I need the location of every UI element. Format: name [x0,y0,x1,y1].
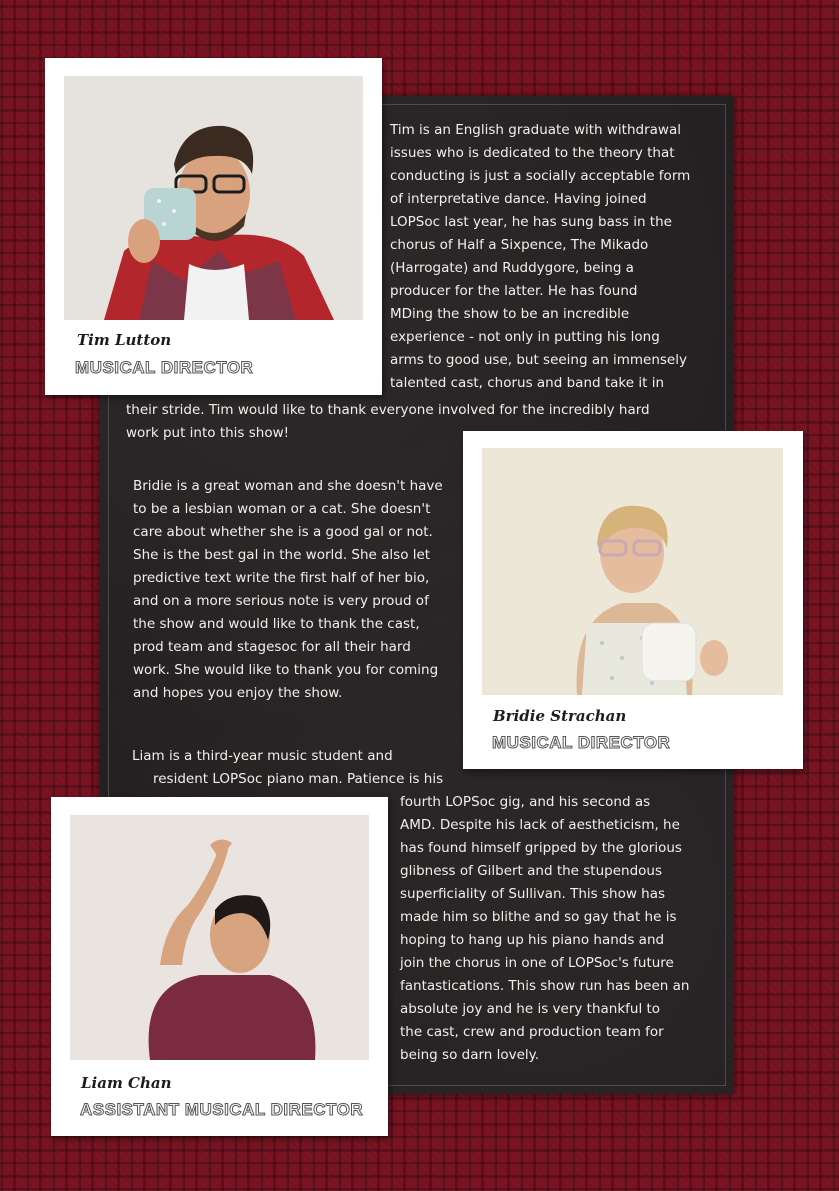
person-name: Tim Lutton [77,331,172,349]
bio-line: predictive text write the first half of her bio, [133,570,430,586]
bio-line: arms to good use, but seeing an immensely [390,352,687,368]
person-role: ASSISTANT MUSICAL DIRECTOR [80,1100,364,1119]
bio-line: resident LOPSoc piano man. Patience is his [153,771,444,787]
bio-line: being so darn lovely. [400,1047,540,1063]
photo-liam [70,815,369,1060]
bio-line: AMD. Despite his lack of aestheticism, he [400,817,680,833]
polaroid-tim [45,58,382,395]
person-role: MUSICAL DIRECTOR [75,358,254,377]
person-name: Liam Chan [81,1074,172,1092]
bio-line: superficiality of Sullivan. This show has [400,886,666,902]
bio-line: their stride. Tim would like to thank everyone involved for the incredibly hard [126,402,650,418]
bio-line: care about whether she is a good gal or not. [133,524,433,540]
bio-line: LOPSoc last year, he has sung bass in the [390,214,672,230]
bio-line: issues who is dedicated to the theory that [390,145,675,161]
bio-line: hoping to hang up his piano hands and [400,932,665,948]
bio-line: join the chorus in one of LOPSoc's future [400,955,674,971]
bio-line: glibness of Gilbert and the stupendous [400,863,663,879]
bio-line: absolute joy and he is very thankful to [400,1001,661,1017]
bio-line: fantastications. This show run has been an [400,978,690,994]
bio-line: Tim is an English graduate with withdrawal [390,122,681,138]
bio-line: has found himself gripped by the glorious [400,840,682,856]
bio-line: and hopes you enjoy the show. [133,685,343,701]
bio-line: work put into this show! [126,425,290,441]
bio-line: chorus of Half a Sixpence, The Mikado [390,237,649,253]
bio-line: fourth LOPSoc gig, and his second as [400,794,651,810]
bio-line: conducting is just a socially acceptable form [390,168,691,184]
bio-line: work. She would like to thank you for coming [133,662,439,678]
photo-tim [64,76,363,320]
bio-line: producer for the latter. He has found [390,283,638,299]
bio-line: prod team and stagesoc for all their hard [133,639,411,655]
photo-bridie [482,448,783,695]
bio-line: the cast, crew and production team for [400,1024,664,1040]
bio-line: to be a lesbian woman or a cat. She doesn't [133,501,431,517]
bio-line: Liam is a third-year music student and [132,748,393,764]
bio-line: of interpretative dance. Having joined [390,191,647,207]
bio-line: and on a more serious note is very proud of [133,593,429,609]
bio-line: talented cast, chorus and band take it in [390,375,665,391]
bio-line: She is the best gal in the world. She also let [133,547,431,563]
bio-line: made him so blithe and so gay that he is [400,909,677,925]
person-name: Bridie Strachan [493,707,627,725]
person-role: MUSICAL DIRECTOR [492,733,671,752]
bio-line: experience - not only in putting his long [390,329,660,345]
polaroid-liam [51,797,388,1136]
bio-line: (Harrogate) and Ruddygore, being a [390,260,634,276]
bio-line: the show and would like to thank the cast, [133,616,420,632]
polaroid-bridie [463,431,803,769]
bio-line: Bridie is a great woman and she doesn't have [133,478,443,494]
bio-line: MDing the show to be an incredible [390,306,630,322]
